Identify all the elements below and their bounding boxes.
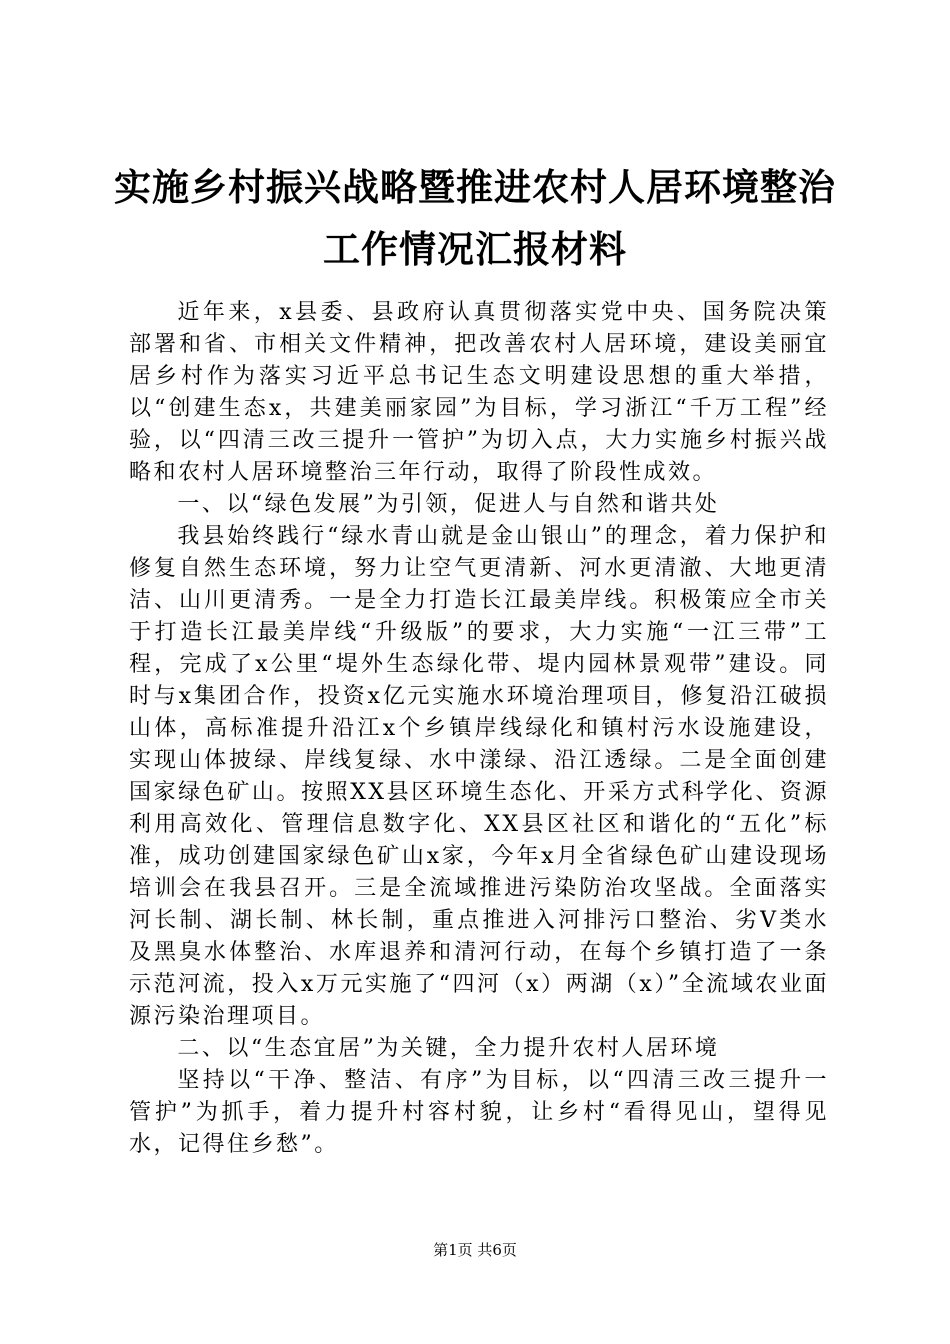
document-title: 实施乡村振兴战略暨推进农村人居环境整治工作情况汇报材料 (114, 165, 836, 271)
intro-paragraph: 近年来，x县委、县政府认真贯彻落实党中央、国务院决策部署和省、市相关文件精神，把改善农村人居环境，建设美丽宜居乡村作为落实习近平总书记生态文明建设思想的重大举措，以“创建生态x，共建美丽家园”为目标，学习浙江“千万工程”经验，以“四清三改三提升一管护”为切入点，大力实施乡村振兴战略和农村人居环境整治三年行动，取得了阶段性成效。 (129, 300, 829, 485)
section-1-paragraph: 我县始终践行“绿水青山就是金山银山”的理念，着力保护和修复自然生态环境，努力让空气更清新、河水更清澈、大地更清洁、山川更清秀。一是全力打造长江最美岸线。积极策应全市关于打造长江最美岸线“升级版”的要求，大力实施“一江三带”工程，完成了x公里“堤外生态绿化带、堤内园林景观带”建设。同时与x集团合作，投资x亿元实施水环境治理项目，修复沿江破损山体，高标准提升沿江x个乡镇岸线绿化和镇村污水设施建设，实现山体披绿、岸线复绿、水中漾绿、沿江透绿。二是全面创建国家绿色矿山。按照XX县区环境生态化、开采方式科学化、资源利用高效化、管理信息数字化、XX县区社区和谐化的“五化”标准，成功创建国家绿色矿山x家，今年x月全省绿色矿山建设现场培训会在我县召开。三是全流域推进污染防治攻坚战。全面落实河长制、湖长制、林长制，重点推进入河排污口整治、劣Ⅴ类水及黑臭水体整治、水库退养和清河行动，在每个乡镇打造了一条示范河流，投入x万元实施了“四河（x）两湖（x）”全流域农业面源污染治理项目。 (129, 524, 829, 1029)
page-number-footer: 第1页 共6页 (433, 1241, 517, 1259)
section-2-paragraph: 坚持以“干净、整洁、有序”为目标，以“四清三改三提升一管护”为抓手，着力提升村容村貌，让乡村“看得见山，望得见水，记得住乡愁”。 (129, 1068, 829, 1157)
section-heading-2: 二、以“生态宜居”为关键，全力提升农村人居环境 (177, 1036, 720, 1061)
document-body (129, 297, 829, 1161)
section-heading-1: 一、以“绿色发展”为引领，促进人与自然和谐共处 (177, 492, 720, 517)
